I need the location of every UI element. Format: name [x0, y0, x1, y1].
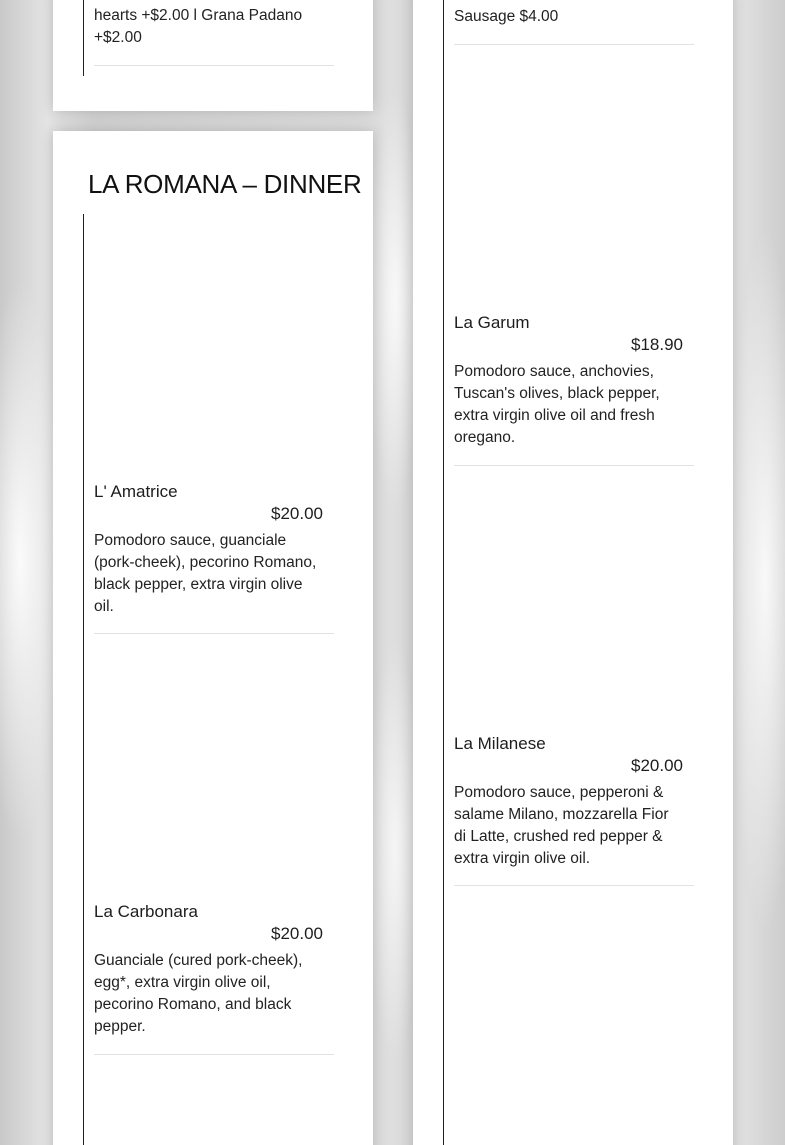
menu-item-price: $20.00: [271, 504, 323, 523]
card-vertical-rule: [443, 0, 444, 1145]
item-divider: [94, 1054, 334, 1055]
menu-item-price: $20.00: [631, 756, 683, 775]
menu-item-name: L' Amatrice: [94, 482, 178, 501]
right-menu-card: [413, 0, 733, 1145]
la-romana-dinner-card: [53, 131, 373, 1145]
menu-item-description: Pomodoro sauce, guanciale (pork-cheek), pecorino Romano, black pepper, extra virgin olive oil.: [94, 532, 317, 615]
item-divider: [94, 65, 334, 66]
item-divider: [454, 885, 694, 886]
card-vertical-rule: [83, 0, 84, 76]
menu-item-description: Guanciale (cured pork-cheek), egg*, extra virgin olive oil, pecorino Romano, and black pepper.: [94, 952, 303, 1035]
item-divider: [94, 633, 334, 634]
menu-item-description: Pomodoro sauce, anchovies, Tuscan's olives, black pepper, extra virgin olive oil and fresh oregano.: [454, 363, 660, 446]
menu-item[interactable]: [454, 733, 694, 870]
section-title: LA ROMANA – DINNER: [88, 169, 362, 199]
menu-item-description: Sausage $4.00: [454, 8, 559, 25]
menu-item-price: $18.90: [631, 335, 683, 354]
menu-item-name: La Garum: [454, 313, 530, 332]
menu-item-description: hearts +$2.00 l Grana Padano +$2.00: [94, 7, 303, 46]
previous-section-card: [53, 0, 373, 111]
menu-item[interactable]: [94, 901, 334, 1038]
menu-item-description: Pomodoro sauce, pepperoni & salame Milano, mozzarella Fior di Latte, crushed red pepper & extra virgin olive oil.: [454, 784, 669, 867]
menu-item-price: $20.00: [271, 924, 323, 943]
menu-item[interactable]: [94, 481, 334, 618]
card-vertical-rule: [83, 214, 84, 1145]
item-divider: [454, 44, 694, 45]
menu-item-name: La Carbonara: [94, 902, 198, 921]
menu-item[interactable]: [454, 312, 694, 449]
item-divider: [454, 465, 694, 466]
menu-item-name: La Milanese: [454, 734, 546, 753]
